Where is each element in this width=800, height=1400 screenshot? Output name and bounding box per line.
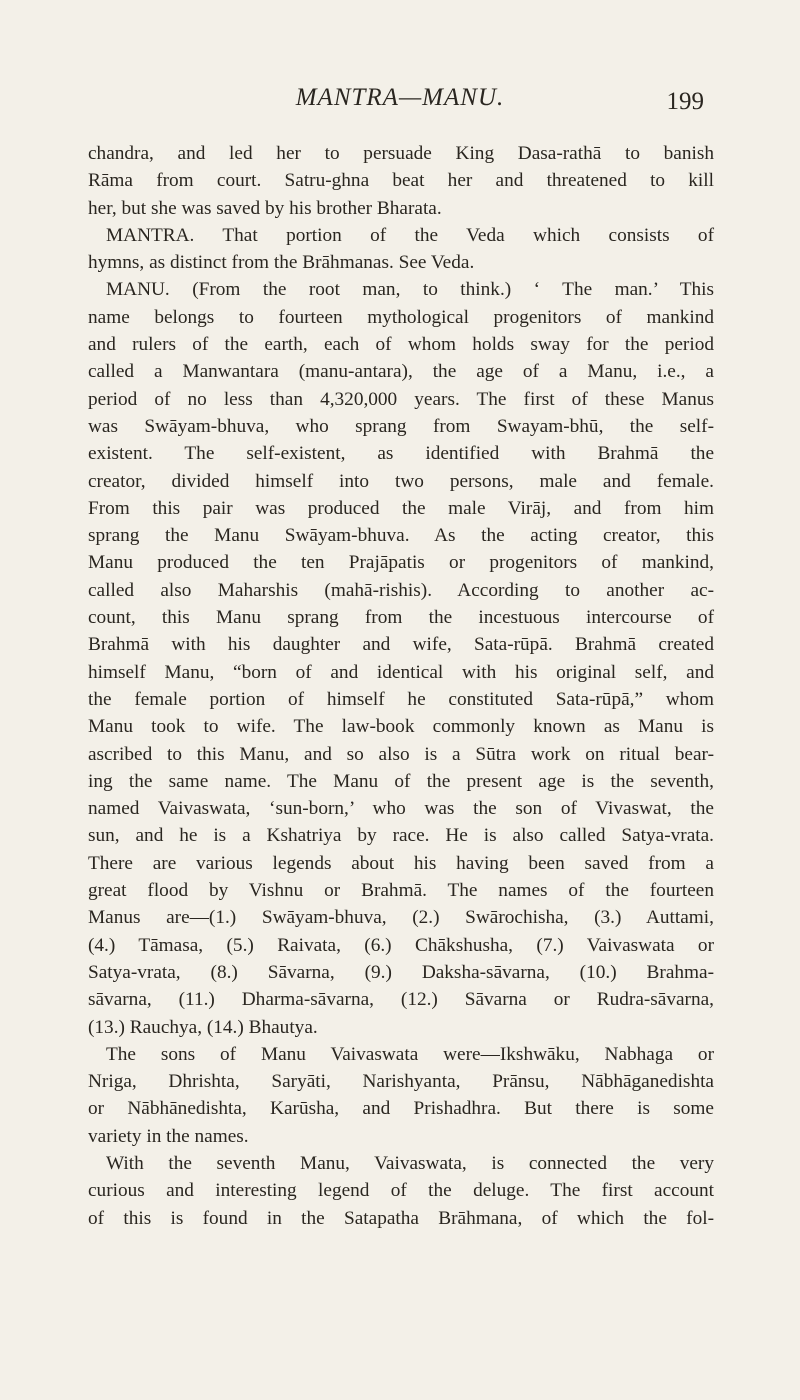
text-line: sprang the Manu Swāyam-bhuva. As the acting creator, this bbox=[88, 525, 714, 547]
text-line: named Vaivaswata, ‘sun-born,’ who was the son of Vivaswat, the bbox=[88, 798, 714, 820]
text-line: called a Manwantara (manu-antara), the age of a Manu, i.e., a bbox=[88, 361, 714, 383]
text-line: creator, divided himself into two persons, male and female. bbox=[88, 470, 714, 492]
text-line: period of no less than 4,320,000 years. The first of these Manus bbox=[88, 388, 714, 410]
text-line: Manu took to wife. The law-book commonly known as Manu is bbox=[88, 716, 714, 738]
text-line: existent. The self-existent, as identified with Brahmā the bbox=[88, 443, 714, 465]
text-line: variety in the names. bbox=[88, 1125, 249, 1147]
page-header bbox=[0, 84, 800, 124]
text-line: the female portion of himself he constituted Sata-rūpā,” whom bbox=[88, 688, 714, 710]
text-line: The sons of Manu Vaivaswata were—Ikshwāku, Nabhaga or bbox=[106, 1043, 714, 1065]
text-line: or Nābhānedishta, Karūsha, and Prishadhra. But there is some bbox=[88, 1098, 714, 1120]
text-line: her, but she was saved by his brother Bharata. bbox=[88, 197, 442, 219]
text-line: ascribed to this Manu, and so also is a Sūtra work on ritual bear- bbox=[88, 743, 714, 765]
text-line: Manu produced the ten Prajāpatis or progenitors of mankind, bbox=[88, 552, 714, 574]
running-head: MANTRA—MANU. bbox=[295, 84, 505, 111]
text-line: called also Maharshis (mahā-rishis). According to another ac- bbox=[88, 579, 714, 601]
dictionary-entries bbox=[88, 140, 714, 1232]
entry-heading-line: MANU. (From the root man, to think.) ‘ The man.’ This bbox=[106, 279, 714, 301]
text-line: ing the same name. The Manu of the present age is the seventh, bbox=[88, 770, 714, 792]
text-line: count, this Manu sprang from the incestuous intercourse of bbox=[88, 607, 714, 629]
text-line: Manus are—(1.) Swāyam-bhuva, (2.) Swārochisha, (3.) Auttami, bbox=[88, 907, 714, 929]
text-line: hymns, as distinct from the Brāhmanas. See Veda. bbox=[88, 252, 475, 274]
text-line: great flood by Vishnu or Brahmā. The names of the fourteen bbox=[88, 880, 714, 902]
text-line: curious and interesting legend of the deluge. The first account bbox=[88, 1180, 714, 1202]
text-line: sāvarna, (11.) Dharma-sāvarna, (12.) Sāvarna or Rudra-sāvarna, bbox=[88, 989, 714, 1011]
text-line: From this pair was produced the male Virāj, and from him bbox=[88, 497, 714, 519]
text-line: Nriga, Dhrishta, Saryāti, Narishyanta, Prānsu, Nābhāganedishta bbox=[88, 1071, 714, 1093]
text-line: There are various legends about his having been saved from a bbox=[88, 852, 714, 874]
text-line: chandra, and led her to persuade King Dasa-rathā to banish bbox=[88, 143, 714, 164]
text-line: himself Manu, “born of and identical with his original self, and bbox=[88, 661, 714, 683]
text-line: name belongs to fourteen mythological progenitors of mankind bbox=[88, 306, 714, 328]
text-line: Brahmā with his daughter and wife, Sata-rūpā. Brahmā created bbox=[88, 634, 714, 656]
text-line: and rulers of the earth, each of whom holds sway for the period bbox=[88, 334, 714, 356]
text-line: Satya-vrata, (8.) Sāvarna, (9.) Daksha-sāvarna, (10.) Brahma- bbox=[88, 961, 714, 983]
text-line: With the seventh Manu, Vaivaswata, is connected the very bbox=[106, 1152, 714, 1174]
text-line: Rāma from court. Satru-ghna beat her and threatened to kill bbox=[88, 170, 714, 192]
entry-heading-line: MANTRA. That portion of the Veda which consists of bbox=[106, 224, 714, 246]
text-line: of this is found in the Satapatha Brāhmana, of which the fol- bbox=[88, 1207, 714, 1229]
text-line: (13.) Rauchya, (14.) Bhautya. bbox=[88, 1016, 318, 1038]
text-line: was Swāyam-bhuva, who sprang from Swayam-bhū, the self- bbox=[88, 415, 714, 437]
text-line: (4.) Tāmasa, (5.) Raivata, (6.) Chākshusha, (7.) Vaivaswata or bbox=[88, 934, 714, 956]
text-line: sun, and he is a Kshatriya by race. He is also called Satya-vrata. bbox=[88, 825, 714, 847]
page-number: 199 bbox=[666, 88, 704, 115]
